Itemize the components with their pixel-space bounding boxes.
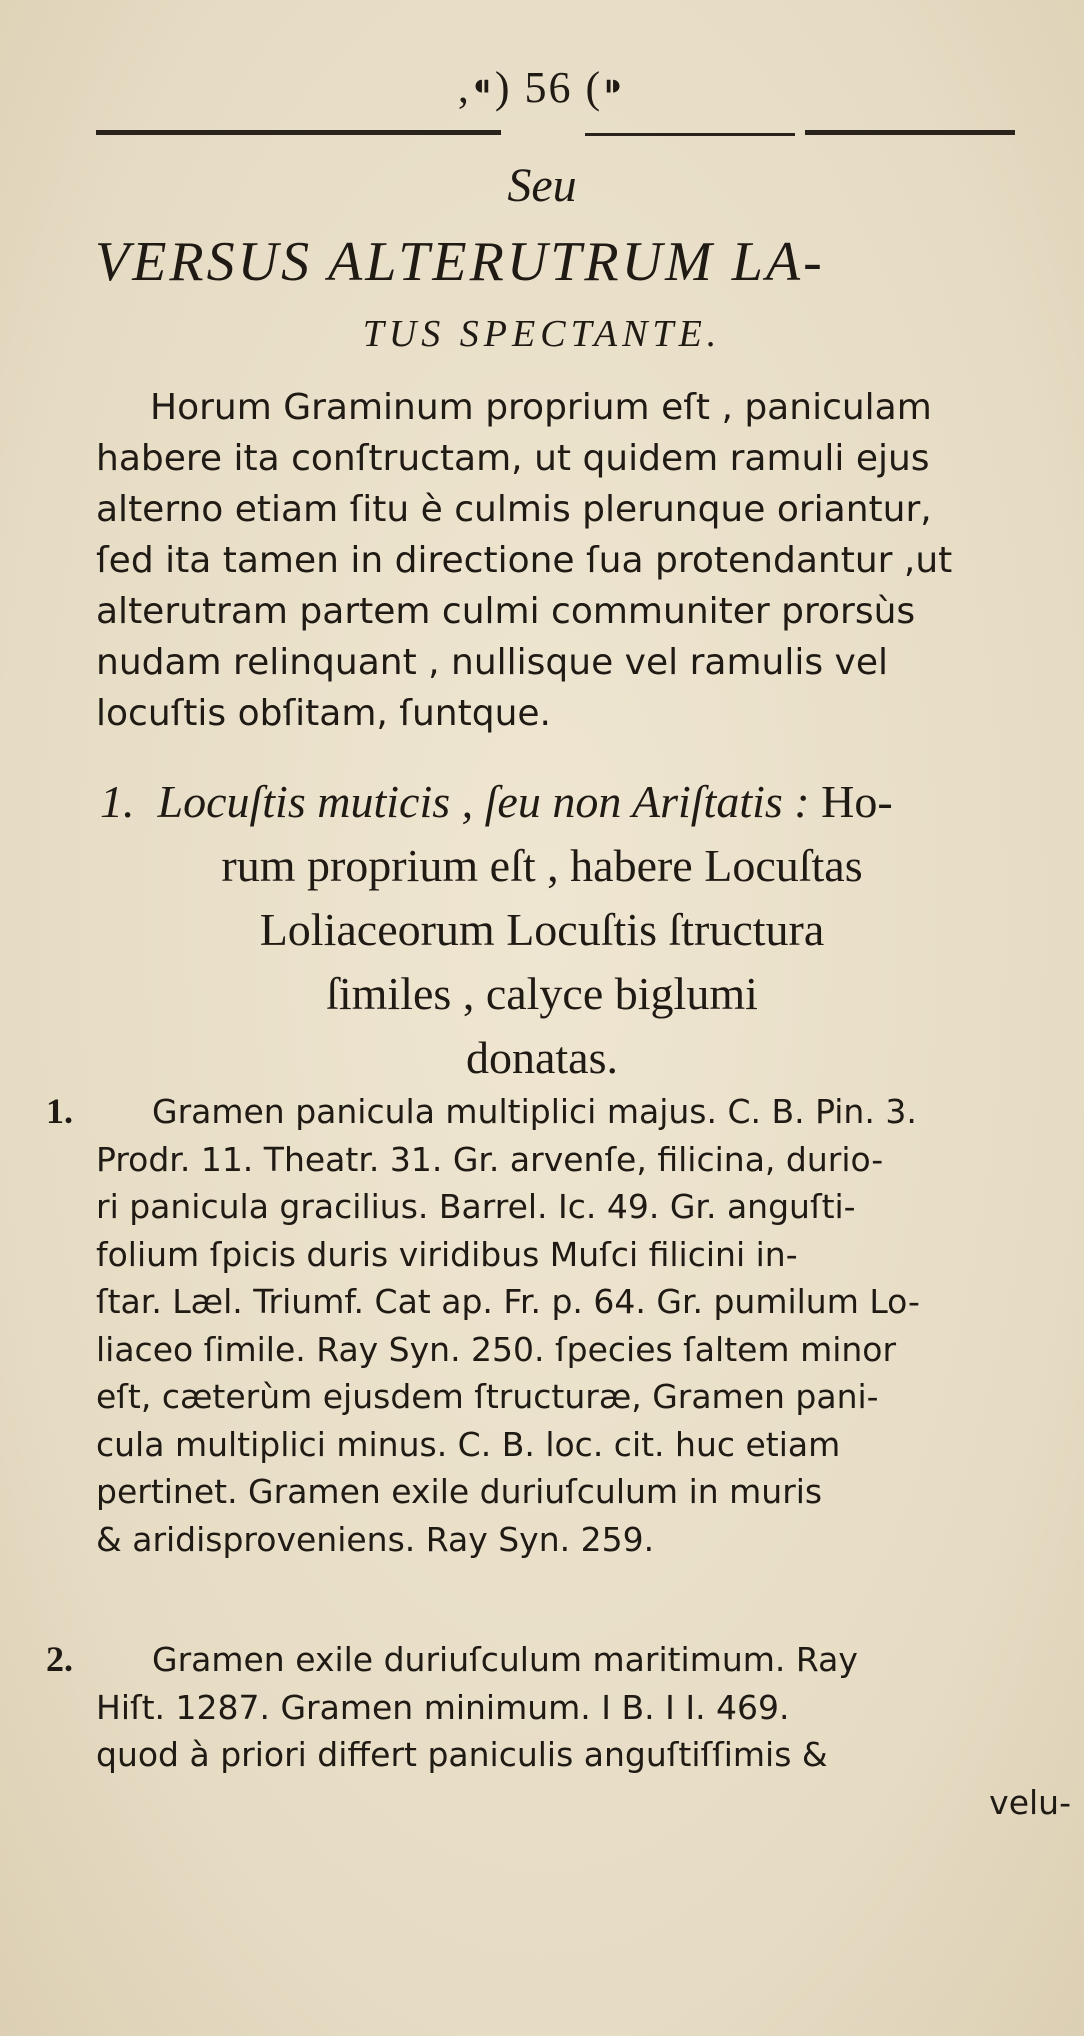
text-line: quod à priori differt paniculis anguſtiſſimis & [96,1735,828,1774]
running-head: ,⁌) 56 (⁍ [457,63,627,112]
section-title: Locuſtis muticis , ſeu non Ariſtatis : [157,776,810,827]
text-line: cula multiplici minus. C. B. loc. cit. huc etiam [96,1424,841,1464]
entry-number: 1. [46,1091,73,1131]
entry-number: 2. [46,1639,73,1679]
heading-sub: TUS SPECTANTE. [362,313,722,355]
text-line: alterno etiam ſitu è culmis plerunque oriantur, [96,489,932,530]
entry-2 [46,1636,1071,1826]
text-line: ſimiles , calyce biglumi [326,968,758,1019]
text-line: ſed ita tamen in directione ſua protendantur ,ut [96,540,953,581]
text-line: pertinet. Gramen exile duriuſculum in muris [96,1472,823,1511]
text-line: Ho- [809,776,893,827]
section-first-line [0,770,1084,834]
header-rule-middle [585,133,795,136]
text-line: liaceo ſimile. Ray Syn. 250. ſpecies ſaltem minor [96,1329,897,1369]
header-rule-left [96,130,501,135]
intro-paragraph [96,382,1068,739]
text-line: Hiſt. 1287. Gramen minimum. I B. I I. 469. [96,1687,790,1727]
text-line: habere ita conſtructam, ut quidem ramuli ejus [96,438,930,479]
section-number: 1. [100,776,135,827]
text-line: folium ſpicis duris viridibus Muſci filicini in- [96,1234,798,1274]
text-line: rum proprium eſt , habere Locuſtas [221,840,863,891]
text-line: nudam relinquant , nullisque vel ramulis vel [96,642,888,683]
catchword: velu- [989,1782,1071,1822]
text-line: alterutram partem culmi communiter prorsùs [96,591,916,632]
text-line: Horum Graminum proprium eſt , paniculam [150,387,932,428]
entry-1 [46,1088,1071,1563]
text-line: eſt, cæterùm ejusdem ſtructuræ, Gramen pani- [96,1377,879,1416]
heading-main: VERSUS ALTERUTRUM LA- [95,231,825,293]
text-line: ri panicula gracilius. Barrel. Ic. 49. Gr. anguſti- [96,1187,856,1226]
text-line: Gramen exile duriuſculum maritimum. Ray [152,1640,858,1679]
header-rule-right [805,130,1015,135]
text-line: donatas. [465,1032,618,1083]
text-line: Prodr. 11. Theatr. 31. Gr. arvenſe, filicina, durio- [96,1139,884,1179]
text-line: ſtar. Lӕl. Triumf. Cat ap. Fr. p. 64. Gr. pumilum Lo- [96,1282,920,1321]
text-line: & aridisproveniens. Ray Syn. 259. [96,1519,655,1559]
text-line: Gramen panicula multiplici majus. C. B. Pin. 3. [152,1092,917,1131]
text-line: locuſtis obſitam, ſuntque. [96,693,551,734]
text-line: Loliaceorum Locuſtis ſtructura [259,904,825,955]
heading-seu: Seu [507,159,577,212]
section-heading [0,770,1084,1090]
